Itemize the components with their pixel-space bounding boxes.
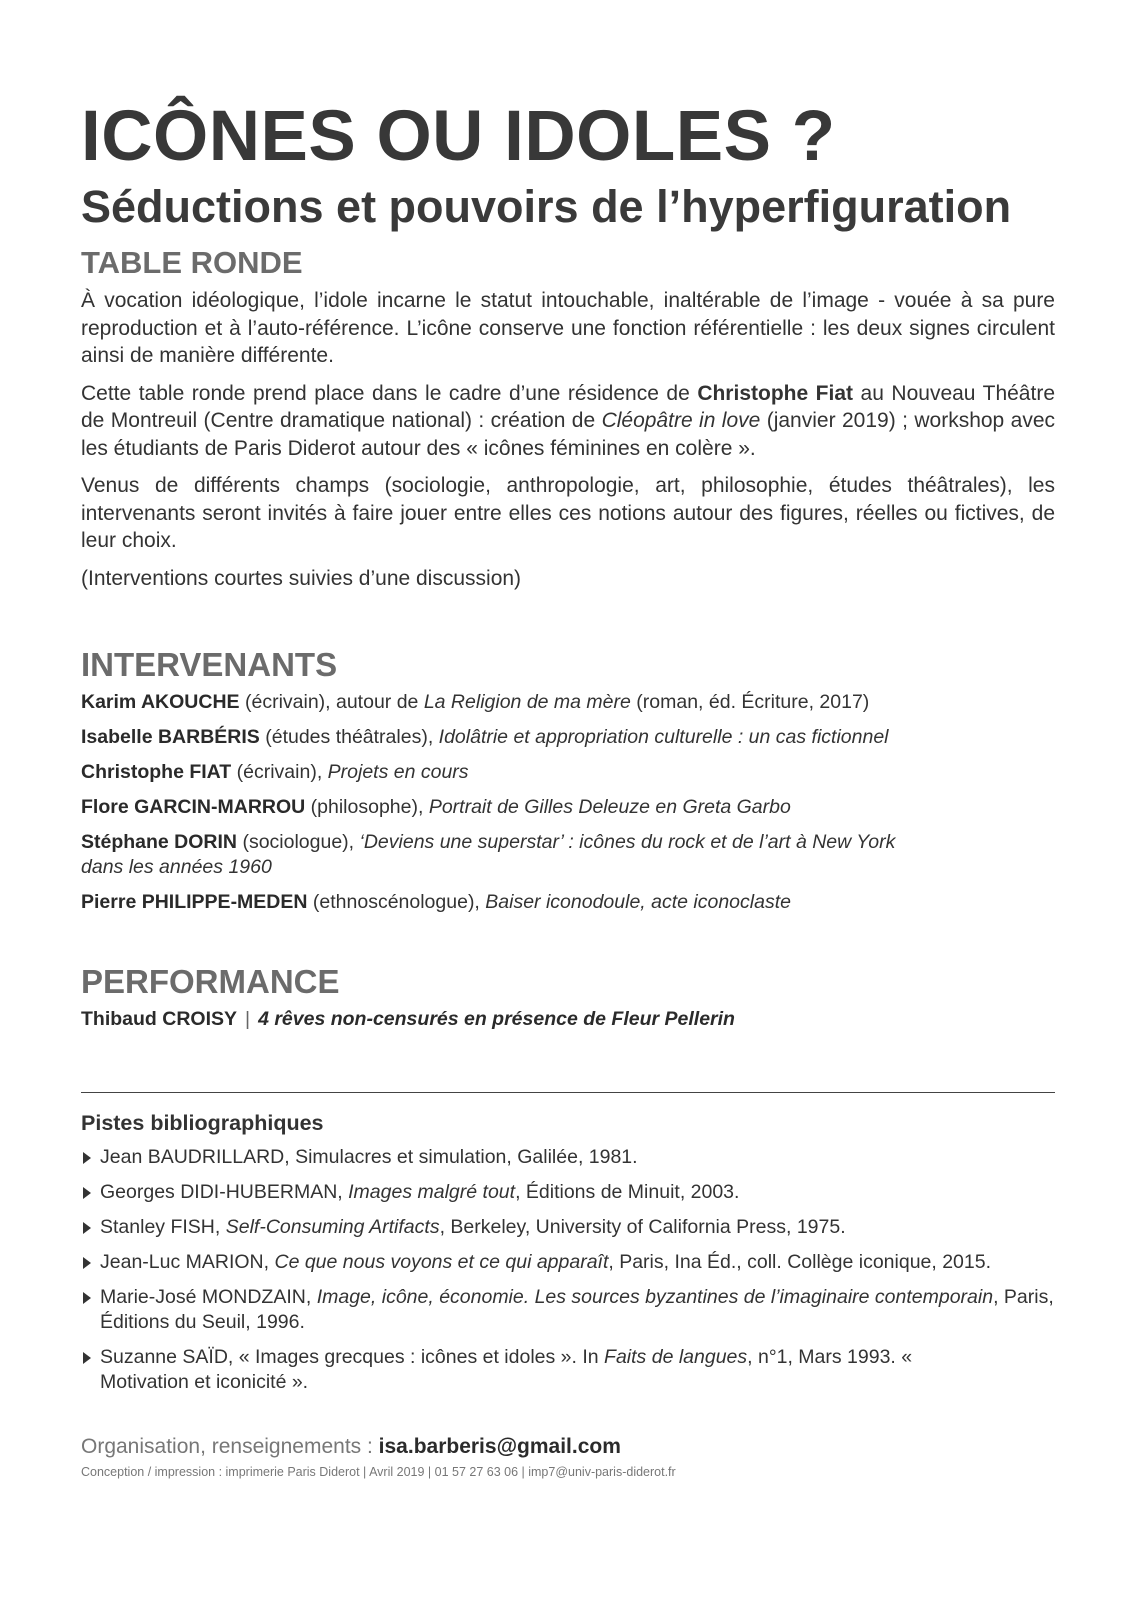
performance-line [81,1007,1055,1032]
biblio-text: Suzanne SAÏD, « Images grecques : icônes et idoles ». In [100,1346,605,1368]
speaker-name: Isabelle BARBÉRIS [81,726,260,748]
performance-work-title: 4 rêves non-censurés en présence de Fleur Pellerin [258,1008,735,1030]
page-title: ICÔNES OU IDOLES ? [81,97,836,176]
bibliography-heading: Pistes bibliographiques [81,1111,324,1135]
biblio-title: Faits de langues [604,1346,748,1368]
biblio-text: Jean BAUDRILLARD, Simulacres et simulation, Galilée, 1981. [100,1146,638,1168]
triangle-bullet-icon [83,1222,91,1234]
intro-paragraph-2 [81,380,1055,463]
bibliography-list [81,1145,1055,1395]
triangle-bullet-icon [83,1257,91,1269]
triangle-bullet-icon [83,1352,91,1364]
speaker-item [81,725,1055,750]
speaker-talk-title: ‘Deviens une superstar’ : icônes du rock et de l’art à New York dans les années 1960 [81,831,896,878]
bibliography-item [81,1215,1055,1240]
biblio-title: Image, icône, économie. Les sources byzantines de l’imaginaire contemporain [316,1286,994,1308]
biblio-text: , Paris, Ina Éd., coll. Collège iconique, 2015. [608,1251,992,1273]
speaker-name: Karim AKOUCHE [81,691,240,713]
intro-p2-text-b: au Nouveau Théâtre de Montreuil (Centre dramatique national) : création de [81,381,1055,432]
speakers-list [81,690,1055,915]
section-divider [81,1092,1055,1093]
intro-paragraph-3: Venus de différents champs (sociologie, anthropologie, art, philosophie, études théâtrales), les intervenants seront invités à faire jouer entre elles ces notions autour des figures, réelles ou fictives, de leur choix. [81,474,1055,552]
speaker-role: (écrivain), autour de [239,691,424,713]
speaker-name: Christophe FIAT [81,761,232,783]
footer-credits: Conception / impression : imprimerie Paris Diderot | Avril 2019 | 01 57 27 63 06 | imp7@univ-paris-diderot.fr [81,1465,676,1479]
speaker-item [81,690,1055,715]
speaker-talk-title: Idolâtrie et appropriation culturelle : un cas fictionnel [438,726,889,748]
speaker-name: Flore GARCIN-MARROU [81,796,306,818]
biblio-text: Stanley FISH, [100,1216,226,1238]
speaker-talk-title: Baiser iconodoule, acte iconoclaste [485,891,791,913]
performance-heading: PERFORMANCE [81,963,340,1000]
biblio-text: , Paris, Éditions du Seuil, 1996. [100,1286,1054,1333]
speaker-role: (philosophe), [305,796,429,818]
intro-p2-text-a: Cette table ronde prend place dans le cadre d’une résidence de [81,381,698,405]
speaker-name: Pierre PHILIPPE-MEDEN [81,891,308,913]
intro-p2-name: Christophe Fiat [697,381,854,405]
speakers-heading: INTERVENANTS [81,646,338,683]
contact-line [81,1433,1055,1461]
speaker-item [81,795,1055,820]
triangle-bullet-icon [83,1187,91,1199]
speaker-name: Stéphane DORIN [81,831,238,853]
biblio-text: , n°1, Mars 1993. « Motivation et iconicité ». [100,1346,913,1393]
biblio-text: , Éditions de Minuit, 2003. [515,1181,740,1203]
intro-paragraph-1: À vocation idéologique, l’idole incarne le statut intouchable, inaltérable de l’image - vouée à sa pure reproduction et à l’auto-référence. L’icône conserve une fonction référentielle : les deux signes circulent ainsi de manière différente. [81,289,1055,367]
contact-email-link[interactable]: isa.barberis@gmail.com [378,1435,621,1458]
biblio-title: Images malgré tout [348,1181,516,1203]
bibliography-item [81,1180,1055,1205]
bibliography-item [81,1345,940,1395]
bibliography-item [81,1145,1055,1170]
speaker-talk-title: Portrait de Gilles Deleuze en Greta Garbo [428,796,791,818]
page-subtitle: Séductions et pouvoirs de l’hyperfiguration [81,181,1012,232]
speaker-extra: (roman, éd. Écriture, 2017) [630,691,870,713]
biblio-text: Jean-Luc MARION, [100,1251,275,1273]
speaker-item [81,760,1055,785]
speaker-role: (études théâtrales), [259,726,439,748]
biblio-text: Marie-José MONDZAIN, [100,1286,317,1308]
speaker-talk-title: La Religion de ma mère [423,691,631,713]
triangle-bullet-icon [83,1292,91,1304]
speaker-item [81,830,921,880]
speaker-role: (sociologue), [237,831,360,853]
flyer-page [81,95,1055,1481]
speaker-talk-title: Projets en cours [327,761,469,783]
intro-p2-text-c: (janvier 2019) ; workshop avec les étudiants de Paris Diderot autour des « icônes féminines en colère ». [81,409,1055,460]
triangle-bullet-icon [83,1152,91,1164]
bibliography-item [81,1250,1055,1275]
biblio-text: , Berkeley, University of California Press, 1975. [439,1216,846,1238]
performance-separator: | [245,1008,251,1030]
intro-paragraph-4: (Interventions courtes suivies d’une discussion) [81,566,522,590]
bibliography-item [81,1285,1055,1335]
performance-artist: Thibaud CROISY [81,1008,237,1030]
speaker-role: (écrivain), [231,761,328,783]
intro-p2-work: Cléopâtre in love [601,409,761,432]
contact-label: Organisation, renseignements : [81,1435,379,1458]
speaker-item [81,890,1055,915]
speaker-role: (ethnoscénologue), [307,891,486,913]
biblio-title: Self-Consuming Artifacts [225,1216,440,1238]
biblio-title: Ce que nous voyons et ce qui apparaît [274,1251,609,1273]
table-ronde-heading: TABLE RONDE [81,245,303,280]
biblio-text: Georges DIDI-HUBERMAN, [100,1181,349,1203]
